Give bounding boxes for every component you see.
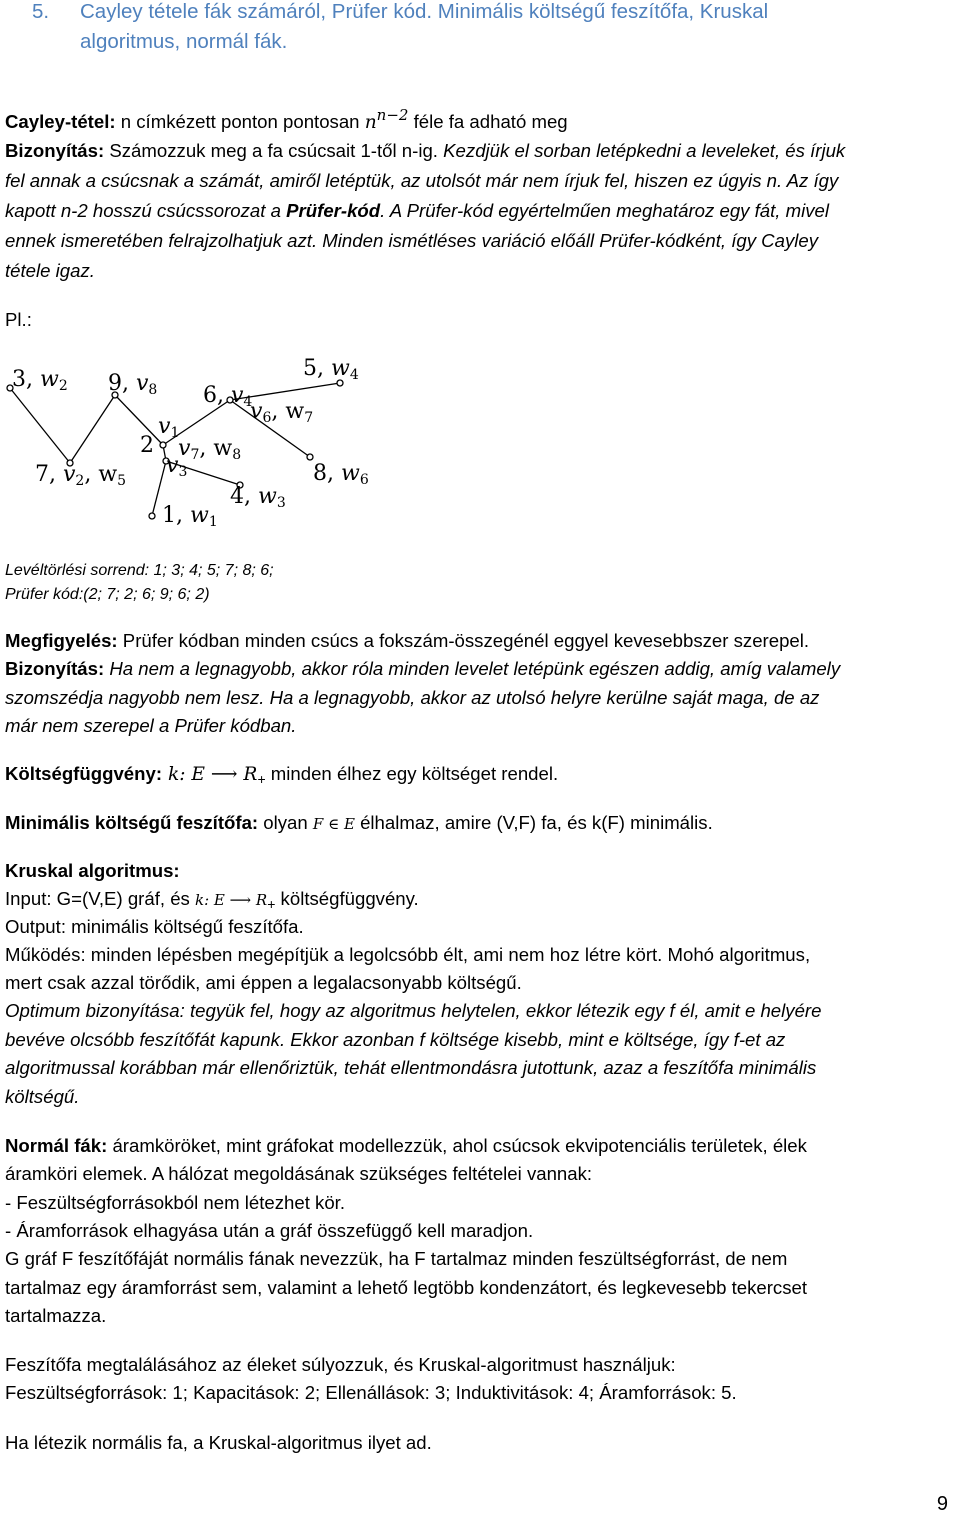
leaf-deletion-order: Levéltörlési sorrend: 1; 3; 4; 5; 7; 8; 6; [5,562,274,579]
section-number: 5. [32,0,50,23]
label-6-v4: 6, v4 [203,383,253,410]
label-2: 2 [140,433,154,458]
mst-label: Minimális költségű feszítőfa: [5,812,259,833]
normal-trees-line6: tartalmaz egy áramforrást sem, valamint a lehető legtöbb kondenzátort, és legkevesebb tekercset [5,1277,808,1298]
observation [5,629,809,653]
proof1-line3 [5,199,829,223]
kruskal-input-sub: + [267,896,276,912]
edge-7-9 [70,395,115,463]
cayley-math-base: n [364,112,377,133]
proof1-first: Számozzuk meg a fa csúcsait 1-től n-ig. [104,140,444,161]
normal-trees-line2: áramköri elemek. A hálózat megoldásának szükséges feltételei vannak: [5,1163,593,1184]
cost-function [5,762,558,787]
label-7-v2-w5: 7, v2, w5 [35,462,127,489]
kruskal-operation-line2: mert csak azzal törődik, ami éppen a legalacsonyabb költségű. [5,972,522,993]
prufer-code-example: Prüfer kód:(2; 7; 2; 6; 9; 6; 2) [5,586,210,603]
kruskal-optimum-line1: Optimum bizonyítása: tegyük fel, hogy az algoritmus helytelen, ekkor létezik egy f él, amit e helyére [5,1000,822,1021]
normal-trees-line4: - Áramforrások elhagyása után a gráf összefüggő kell maradjon. [5,1220,534,1241]
observation-label: Megfigyelés: [5,630,118,651]
cayley-theorem [5,106,568,135]
normal-trees-line7: tartalmazza. [5,1305,107,1326]
section-title-line1: Cayley tétele fák számáról, Prüfer kód. Minimális költségű feszítőfa, Kruskal [80,0,769,23]
example-label: Pl.: [5,309,32,330]
weights-line2: Feszültségforrások: 1; Kapacitások: 2; Ellenállások: 3; Induktivitások: 4; Áramforrások: 5. [5,1382,737,1403]
mst-text-a: olyan [258,812,313,833]
kruskal-operation-line1: Működés: minden lépésben megépítjük a legolcsóbb élt, ami nem hoz létre kört. Mohó algoritmus, [5,944,811,965]
proof1-line2: fel annak a csúcsnak a számát, amiről letéptük, az utolsót már nem írjuk fel, hiszen ez úgyis n. Az így [5,170,839,191]
label-1-w1: 1, w1 [162,503,218,530]
proof1-line1 [5,139,845,163]
label-3-w2: 3, w2 [12,367,68,394]
proof1-line1-rest: Kezdjük el sorban letépkedni a leveleket, és írjuk [443,140,846,161]
observation-text: Prüfer kódban minden csúcs a fokszám-összegénél eggyel kevesebbszer szerepel. [117,630,810,651]
label-v6-w7: v6, w7 [250,399,314,426]
cost-function-text: minden élhez egy költséget rendel. [265,763,559,784]
kruskal-input-b: költségfüggvény. [275,888,419,909]
kruskal-output: Output: minimális költségű feszítőfa. [5,916,304,937]
kruskal-input-a: Input: G=(V,E) gráf, és [5,888,195,909]
kruskal-input-math: k: E ⟶ R [195,891,268,909]
label-v3: v3 [166,453,188,480]
vertex-1 [149,513,155,519]
final-statement: Ha létezik normális fa, a Kruskal-algoritmus ilyet ad. [5,1432,432,1453]
cayley-text-after: féle fa adható meg [408,111,568,132]
edge-9-2 [115,395,163,445]
section-heading [32,0,768,24]
edge-3-7 [10,388,70,463]
proof1-line4: ennek ismeretében felrajzolhatjuk azt. Minden ismétléses variáció előáll Prüfer-kódként, így Cayley [5,230,819,251]
cost-function-math-sub: + [257,771,266,787]
proof2-line1 [5,657,840,681]
mst-text-b: élhalmaz, amire (V,F) fa, és k(F) minimális. [354,812,713,833]
section-title-line2: algoritmus, normál fák. [80,30,288,53]
prufer-code-term: Prüfer-kód [286,200,381,221]
cost-function-label: Költségfüggvény: [5,763,163,784]
normal-trees-text: áramköröket, mint gráfokat modellezzük, ahol csúcsok ekvipotenciális területek, élek [107,1135,807,1156]
cayley-text: n címkézett ponton pontosan [115,111,365,132]
weights-line1: Feszítőfa megtalálásához az éleket súlyozzuk, és Kruskal-algoritmust használjuk: [5,1354,676,1375]
label-4-w3: 4, w3 [230,484,286,511]
tree-labels [12,356,369,530]
cayley-label: Cayley-tétel: [5,111,116,132]
kruskal-title: Kruskal algoritmus: [5,860,180,881]
proof1-line3-b: . A Prüfer-kód egyértelműen meghatároz egy fát, mivel [380,200,830,221]
label-9-v8: 9, v8 [108,371,158,398]
kruskal-optimum-line4: költségű. [5,1086,80,1107]
proof1-label: Bizonyítás: [5,140,105,161]
normal-trees-label: Normál fák: [5,1135,108,1156]
proof2-label: Bizonyítás: [5,658,105,679]
label-5-w4: 5, w4 [303,356,359,383]
kruskal-input [5,887,419,912]
vertex-8 [307,454,313,460]
normal-trees-line3: - Feszültségforrásokból nem létezhet kör. [5,1192,346,1213]
cost-function-math: k: E ⟶ R [162,764,258,785]
normal-trees-line1 [5,1134,807,1158]
normal-trees-line5: G gráf F feszítőfáját normális fának nevezzük, ha F tartalmaz minden feszültségforrást, de nem [5,1248,788,1269]
kruskal-optimum-line3: algoritmussal korábban már ellenőriztük, tehát ellentmondásra jutottunk, azaz a feszítőfa minimális [5,1057,817,1078]
proof1-line5: tétele igaz. [5,260,95,281]
proof2-line2: szomszédja nagyobb nem lesz. Ha a legnagyobb, akkor az utolsó helyre kerülne saját maga, de az [5,687,820,708]
label-v7-w8: v7, w8 [178,436,242,463]
vertex-2 [160,442,166,448]
page-number: 9 [936,1493,948,1515]
proof1-line3-a: kapott n-2 hosszú csúcssorozat a [5,200,287,221]
kruskal-optimum-line2: bevéve olcsóbb feszítőfát kapunk. Ekkor azonban f költsége kisebb, mint e költsége, így f-et az [5,1029,786,1050]
label-8-w6: 8, w6 [313,461,369,488]
mst-definition [5,811,713,836]
cayley-math-exp: n−2 [376,106,409,124]
mst-math: F ∈ E [312,815,355,833]
label-v1: v1 [158,414,180,441]
proof2-line1-text: Ha nem a legnagyobb, akkor róla minden levelet letépünk egészen addig, amíg valamely [104,658,841,679]
proof2-line3: már nem szerepel a Prüfer kódban. [5,715,297,736]
prufer-tree-figure [0,350,420,540]
